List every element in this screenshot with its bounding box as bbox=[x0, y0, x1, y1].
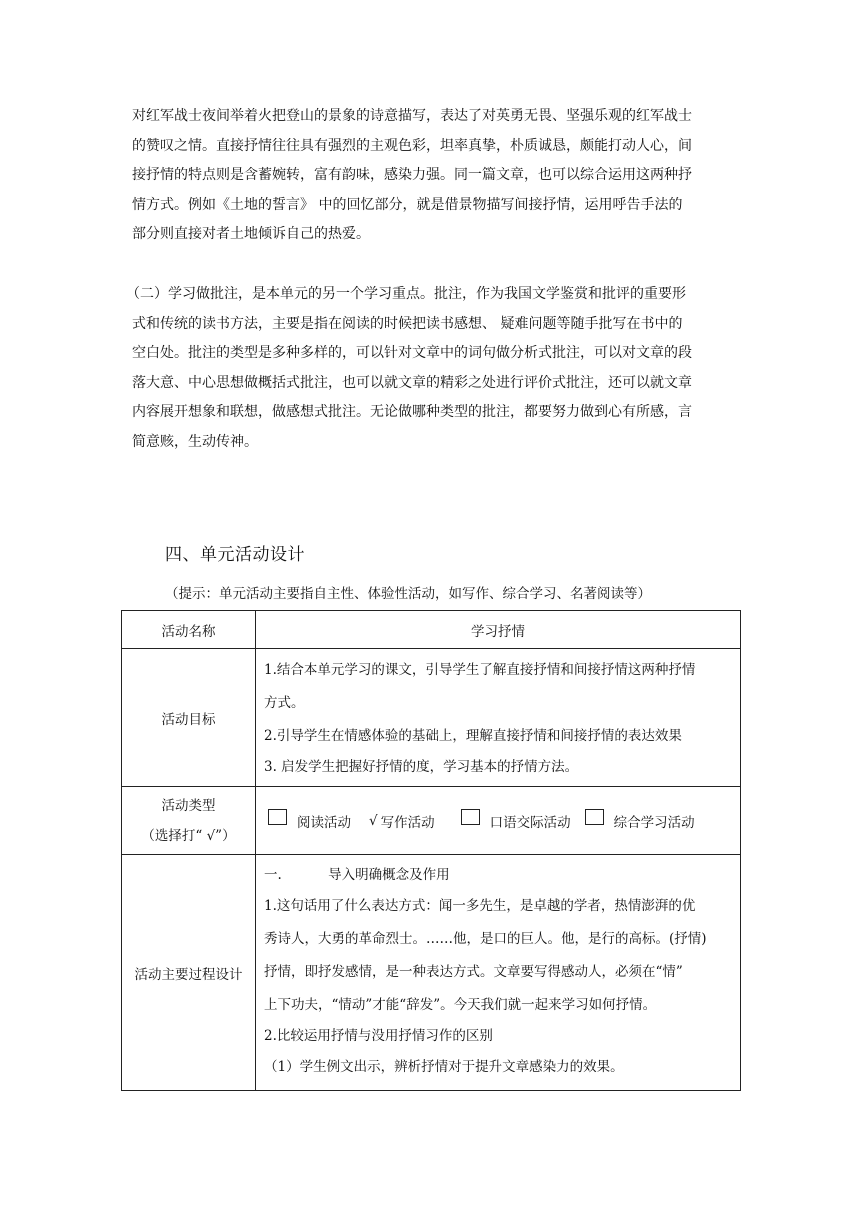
check-mark-icon: √ bbox=[369, 812, 378, 829]
process-heading bbox=[264, 861, 732, 890]
comprehensive-option-label: 综合学习活动 bbox=[613, 814, 695, 831]
goal-line: 方式。 bbox=[264, 694, 305, 711]
text-line: （二）学习做批注，是本单元的另一个学习重点。批注，作为我国文学鉴赏和批评的重要形 bbox=[126, 286, 686, 302]
goal-line: 1.结合本单元学习的课文，引导学生了解直接抒情和间接抒情这两种抒情 bbox=[264, 661, 696, 678]
text-line: 情方式。例如《土地的誓言》 中的回忆部分，就是借景物描写间接抒情，运用呼告手法的 bbox=[132, 196, 683, 213]
text-line: 式和传统的读书方法，主要是指在阅读的时候把读书感想、 疑难问题等随手批写在书中的 bbox=[132, 315, 683, 332]
activity-goal-cell bbox=[256, 649, 741, 787]
table-row bbox=[122, 855, 741, 1091]
section-heading: 四、单元活动设计 bbox=[165, 545, 305, 565]
text-line: 接抒情的特点则是含蓄婉转，富有韵味，感染力强。同一篇文章，也可以综合运用这两种抒 bbox=[132, 167, 692, 184]
reading-option-label: 阅读活动 bbox=[297, 814, 351, 831]
activity-type-label bbox=[122, 787, 256, 855]
process-line: （1）学生例文出示，辨析抒情对于提升文章感染力的效果。 bbox=[264, 1059, 624, 1075]
text-line: 落大意、中心思想做概括式批注，也可以就文章的精彩之处进行评价式批注，还可以就文章 bbox=[132, 374, 692, 391]
activity-table bbox=[121, 610, 741, 1091]
reading-checkbox[interactable] bbox=[268, 809, 287, 825]
process-line: 1.这句话用了什么表达方式：闻一多先生，是卓越的学者，热情澎湃的优 bbox=[264, 898, 696, 914]
process-line: 抒情，即抒发感情，是一种表达方式。文章要写得感动人，必须在“情” bbox=[264, 964, 683, 980]
table-row bbox=[122, 611, 741, 649]
activity-goal-label: 活动目标 bbox=[122, 649, 256, 787]
oral-option-label: 口语交际活动 bbox=[489, 814, 571, 831]
writing-option-label: 写作活动 bbox=[380, 814, 435, 831]
activity-name-label: 活动名称 bbox=[122, 611, 256, 649]
oral-checkbox[interactable] bbox=[461, 809, 480, 825]
table-row bbox=[122, 787, 741, 855]
activity-type-options bbox=[256, 787, 741, 855]
text-line: 空白处。批注的类型是多种多样的，可以针对文章中的词句做分析式批注，可以对文章的段 bbox=[132, 345, 692, 362]
activity-name-value: 学习抒情 bbox=[256, 611, 741, 649]
options-row bbox=[264, 811, 732, 831]
comprehensive-checkbox[interactable] bbox=[585, 809, 604, 825]
process-design-label: 活动主要过程设计 bbox=[122, 855, 256, 1091]
text-line: 部分则直接对者土地倾诉自己的热爱。 bbox=[132, 226, 370, 243]
table-row bbox=[122, 649, 741, 787]
process-line: 上下功夫，“情动”才能“辞发”。今天我们就一起来学习如何抒情。 bbox=[264, 997, 657, 1013]
text-line: 简意赅，生动传神。 bbox=[132, 433, 258, 450]
process-heading-number: 一. bbox=[264, 867, 282, 883]
activity-type-label-line: 活动类型 bbox=[161, 797, 216, 814]
goal-line: 3. 启发学生把握好抒情的度，学习基本的抒情方法。 bbox=[264, 758, 579, 775]
paragraph-lyric-methods bbox=[132, 102, 742, 250]
goal-line: 2.引导学生在情感体验的基础上，理解直接抒情和间接抒情的表达效果 bbox=[264, 727, 682, 744]
text-line: 对红军战士夜间举着火把登山的景象的诗意描写，表达了对英勇无畏、坚强乐观的红军战士 bbox=[132, 108, 692, 124]
process-line: 秀诗人，大勇的革命烈士。……他，是口的巨人。他，是行的高标。(抒情) bbox=[264, 931, 707, 947]
paragraph-annotation bbox=[126, 280, 736, 458]
process-heading-text: 导入明确概念及作用 bbox=[328, 867, 450, 883]
process-line: 2.比较运用抒情与没用抒情习作的区别 bbox=[264, 1028, 493, 1044]
hint-text: （提示：单元活动主要指自主性、体验性活动，如写作、综合学习、名著阅读等） bbox=[165, 586, 651, 602]
activity-type-label-hint: （选择打“ √”） bbox=[141, 827, 236, 844]
text-line: 的赞叹之情。直接抒情往往具有强烈的主观色彩，坦率真挚，朴质诚恳，颇能打动人心，间 bbox=[132, 137, 692, 154]
text-line: 内容展开想象和联想，做感想式批注。无论做哪种类型的批注，都要努力做到心有所感，言 bbox=[132, 404, 692, 421]
process-design-cell bbox=[256, 855, 741, 1091]
